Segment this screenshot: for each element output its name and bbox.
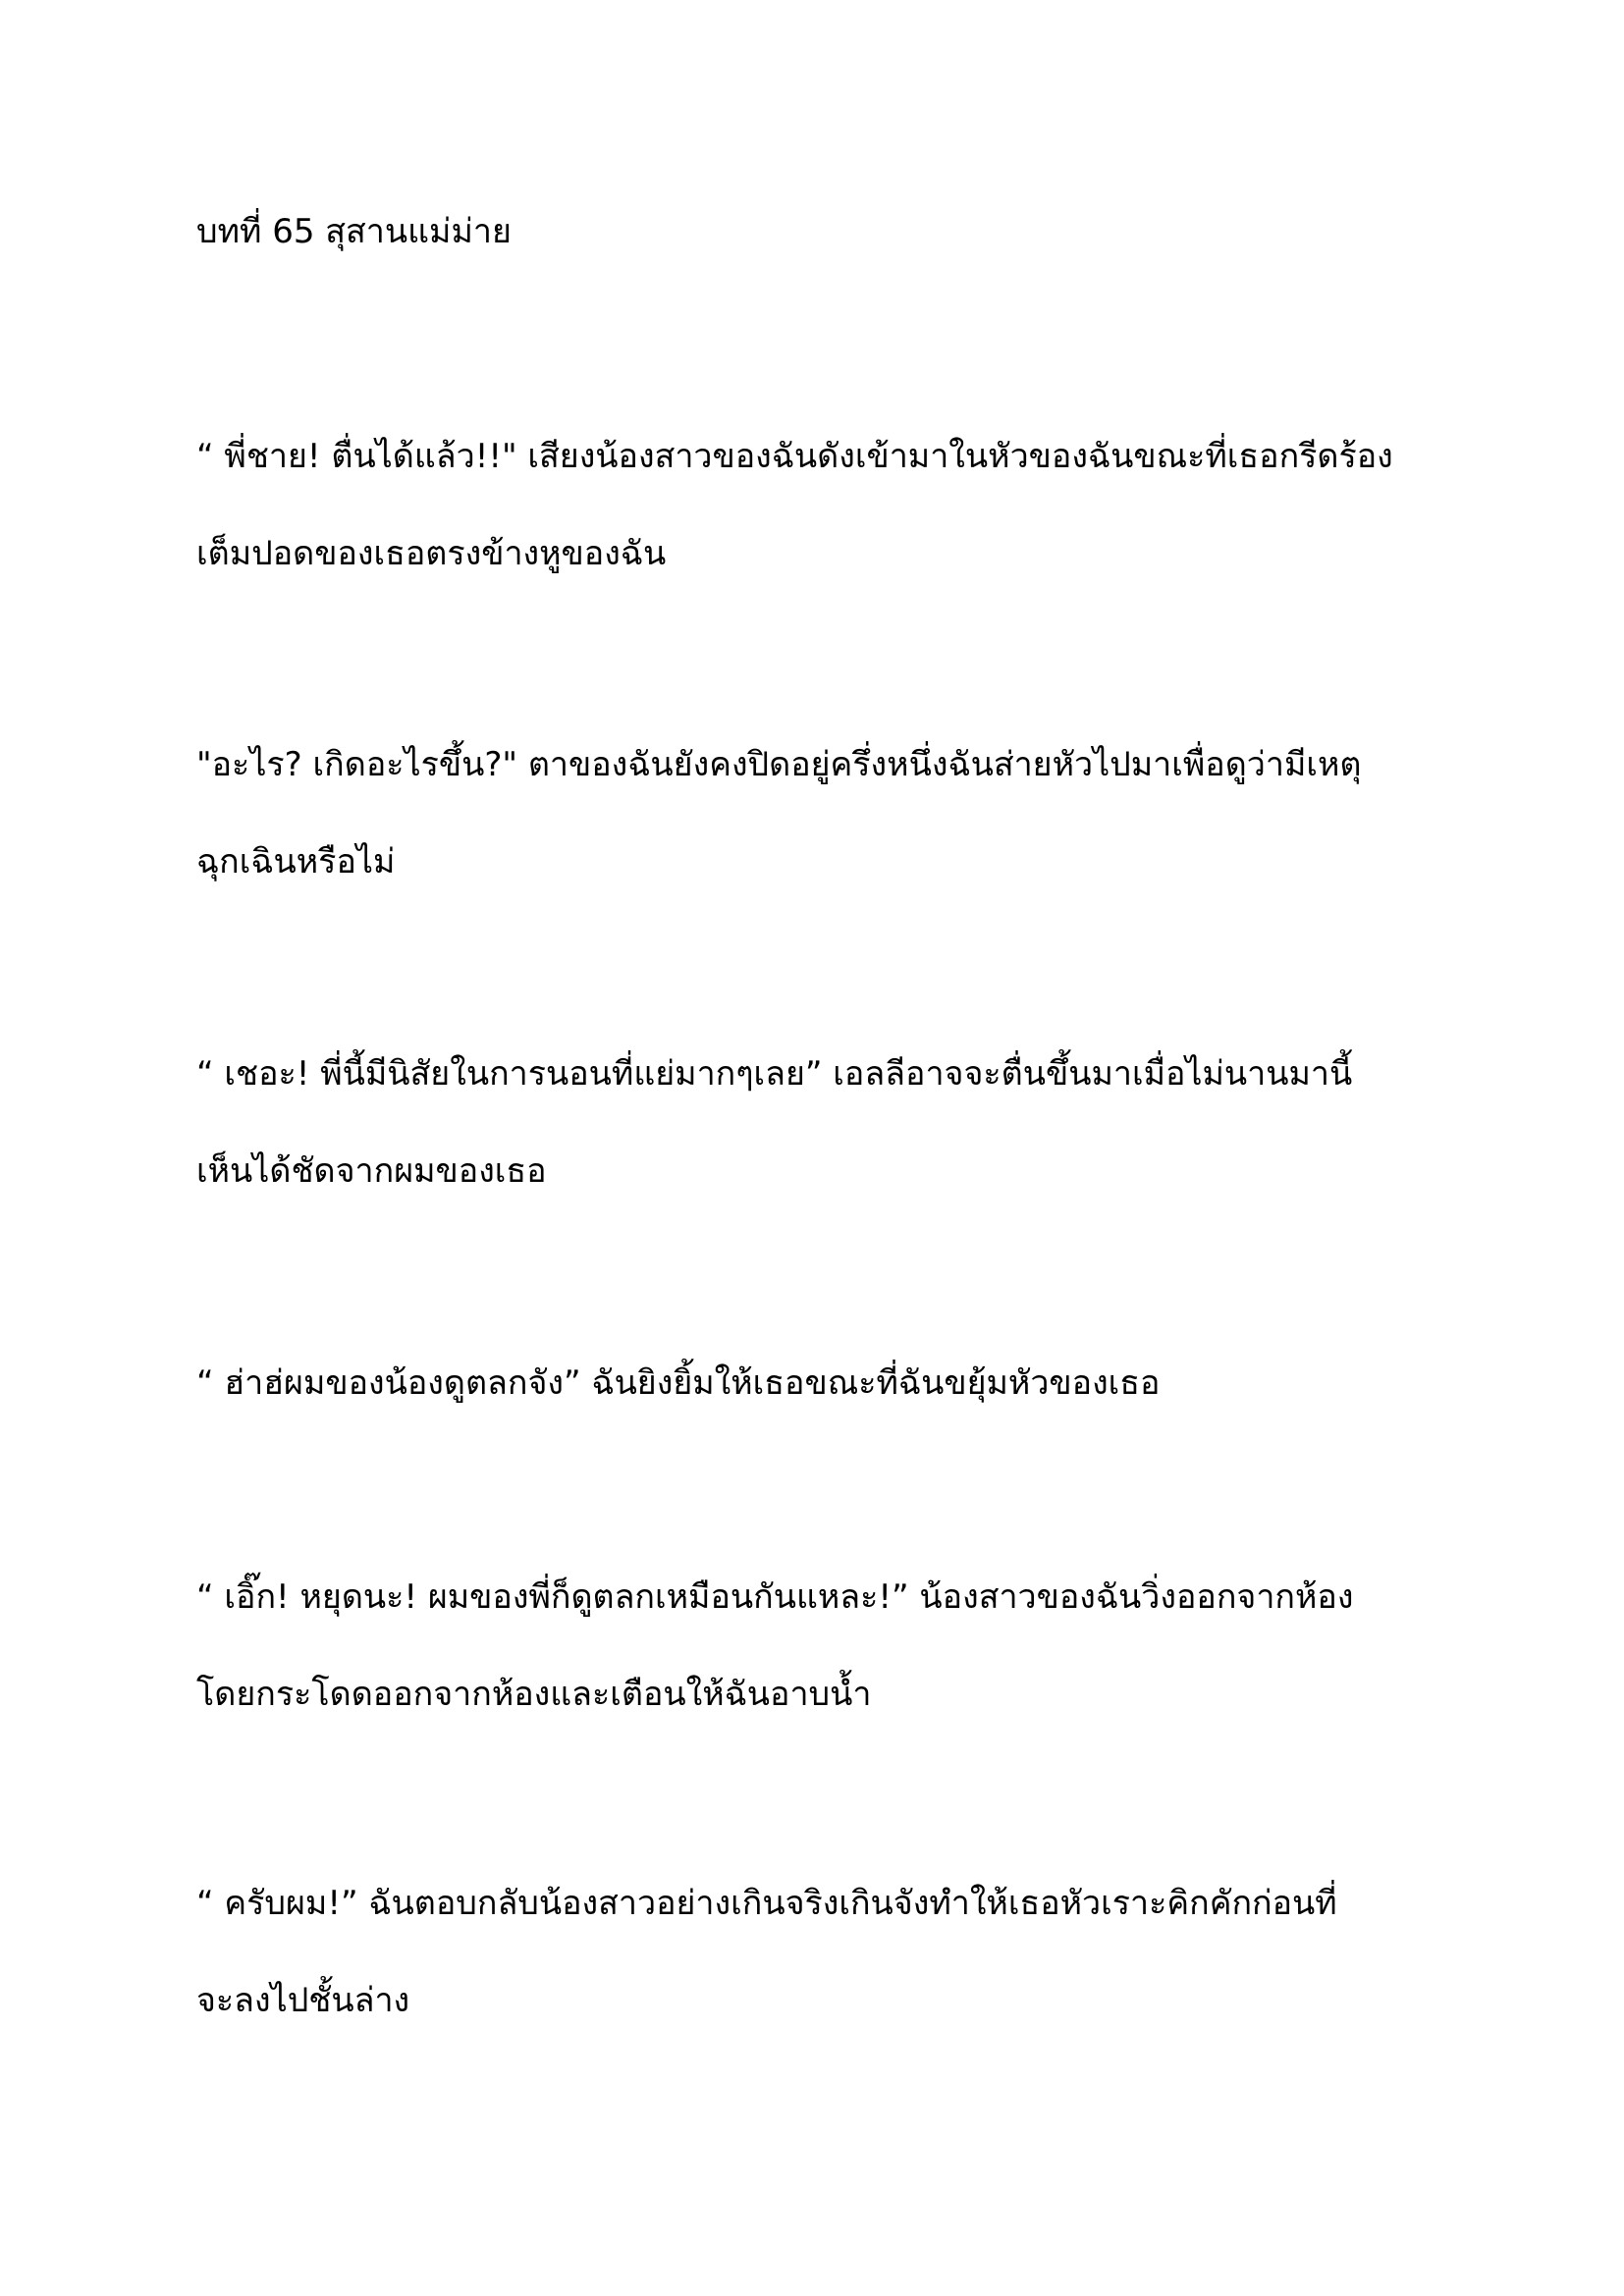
chapter-title: บทที่ 65 สุสานแม่ม่าย — [196, 212, 512, 251]
paragraph-line: ฉุกเฉินหรือไม่ — [196, 842, 396, 881]
paragraph-line: เต็มปอดของเธอตรงข้างหูของฉัน — [196, 534, 667, 573]
paragraph — [196, 1855, 1463, 2050]
paragraph-line: “ เชอะ! พี่นี้มีนิสัยในการนอนที่แย่มากๆเลย” เอลลีอาจจะตื่นขึ้นมาเมื่อไม่นานมานี้ — [196, 1054, 1353, 1094]
paragraph-line: จะลงไปชั้นล่าง — [196, 1981, 410, 2020]
paragraph — [196, 408, 1463, 603]
paragraph — [196, 1026, 1463, 1220]
paragraph — [196, 717, 1463, 911]
paragraph — [196, 1335, 1463, 1432]
paragraph-line: โดยกระโดดออกจากห้องและเตือนให้ฉันอาบน้ำ — [196, 1675, 872, 1714]
paragraph-line: เห็นได้ชัดจากผมของเธอ — [196, 1151, 547, 1191]
paragraph-line: “ เอิ๊ก! หยุดนะ! ผมของพี่ก็ดูตลกเหมือนกันแหละ!” น้องสาวของฉันวิ่งออกจากห้อง — [196, 1577, 1354, 1617]
paragraph — [196, 1549, 1463, 1743]
paragraph-line: “ พี่ชาย! ตื่นได้แล้ว!!" เสียงน้องสาวของฉันดังเข้ามาในหัวของฉันขณะที่เธอกรีดร้อง — [196, 437, 1393, 476]
paragraph-line: “ ฮ่าฮ่ผมของน้องดูตลกจัง” ฉันยิงยิ้มให้เธอขณะที่ฉันขยุ้มหัวของเธอ — [196, 1363, 1161, 1403]
paragraph-line: “ ครับผม!” ฉันตอบกลับน้องสาวอย่างเกินจริงเกินจังทำให้เธอหัวเราะคิกคักก่อนที่ — [196, 1884, 1337, 1923]
paragraph-line: "อะไร? เกิดอะไรขึ้น?" ตาของฉันยังคงปิดอยู่ครึ่งหนึ่งฉันส่ายหัวไปมาเพื่อดูว่ามีเหตุ — [196, 745, 1362, 784]
